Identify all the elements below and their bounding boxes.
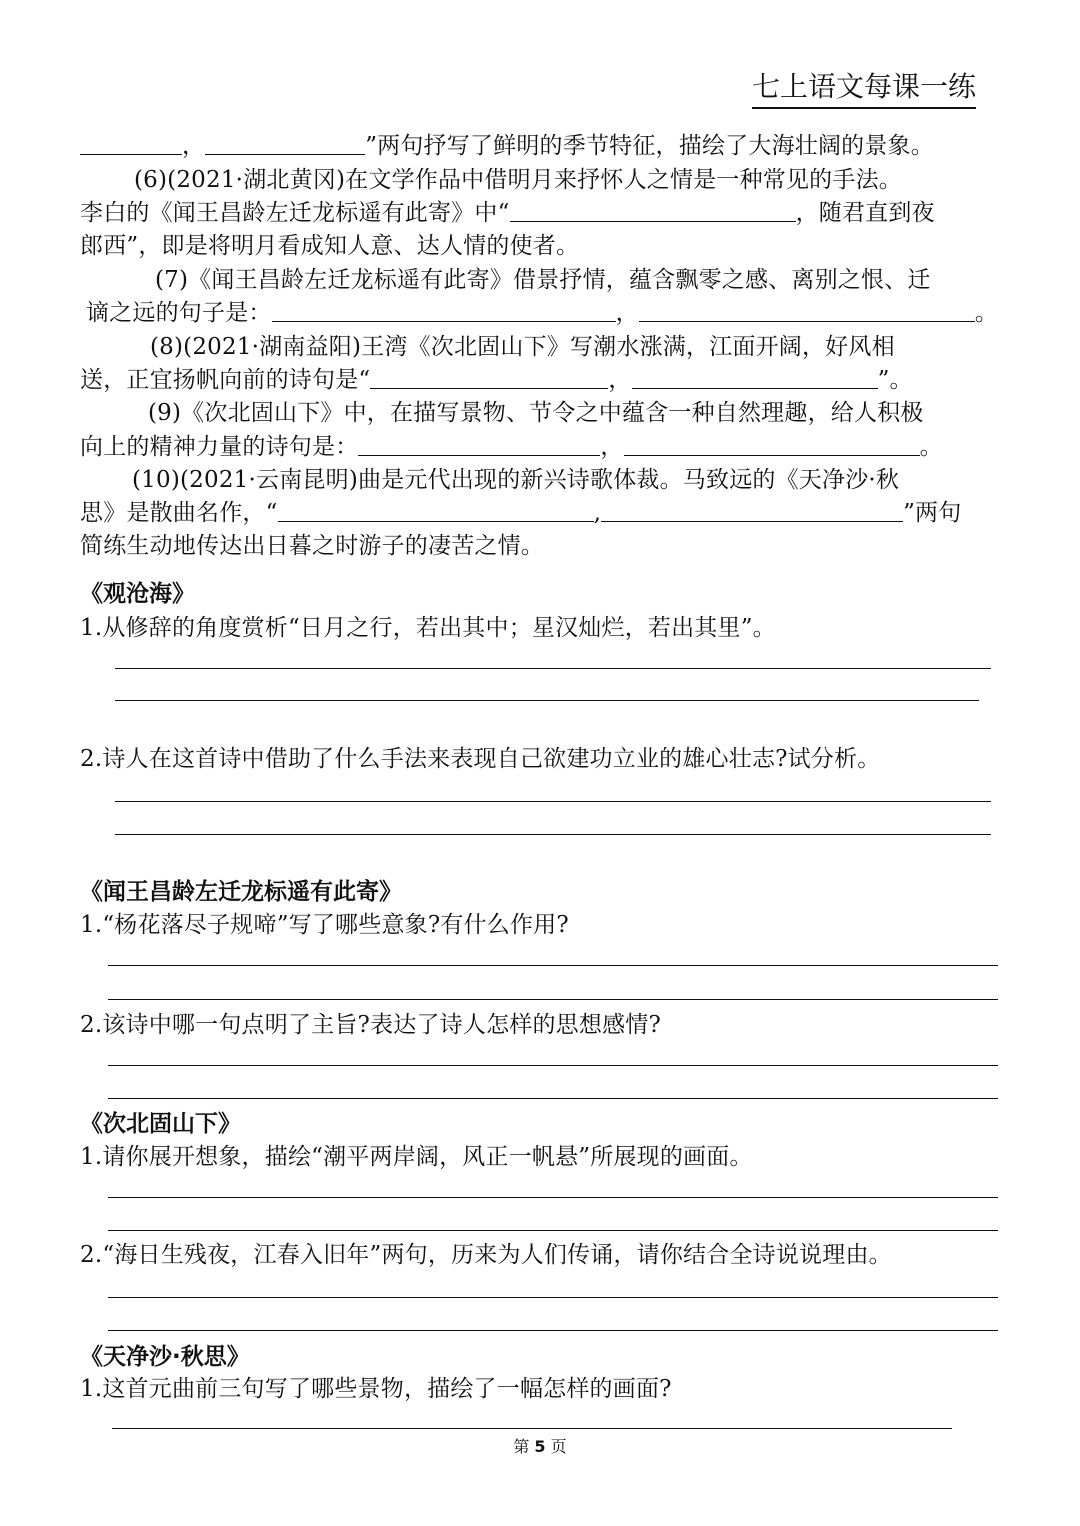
question-10-line-3: 简练生动地传达出日暮之时游子的凄苦之情。 — [80, 533, 544, 559]
page-header: 七上语文每课一练 — [752, 70, 976, 109]
section-title-wen-wang-changling: 《闻王昌龄左迁龙标遥有此寄》 — [80, 879, 402, 905]
answer-blank[interactable] — [624, 433, 920, 456]
answer-blank[interactable] — [370, 366, 608, 389]
answer-blank[interactable] — [632, 366, 878, 389]
question-6-line-2: 李白的《闻王昌龄左迁龙标遥有此寄》中“ ，随君直到夜 — [80, 200, 935, 226]
answer-line[interactable] — [108, 1197, 998, 1198]
question-6-line-3: 郎西”，即是将明月看成知人意、达人情的使者。 — [80, 233, 580, 259]
answer-line[interactable] — [108, 1065, 998, 1066]
section-3-question-2: 2.“海日生残夜，江春入旧年”两句，历来为人们传诵，请你结合全诗说说理由。 — [80, 1242, 892, 1268]
answer-line[interactable] — [108, 965, 998, 966]
section-2-question-2: 2.该诗中哪一句点明了主旨?表达了诗人怎样的思想感情? — [80, 1012, 662, 1038]
question-9-line-2: 向上的精神力量的诗句是： ， 。 — [80, 434, 943, 460]
answer-blank[interactable] — [205, 132, 365, 155]
question-10-line-1: (10)(2021·云南昆明)曲是元代出现的新兴诗歌体裁。马致远的《天净沙·秋 — [132, 467, 900, 493]
section-title-ci-bei-gu-shan-xia: 《次北固山下》 — [80, 1111, 241, 1137]
section-title-guan-cang-hai: 《观沧海》 — [80, 581, 195, 607]
answer-line[interactable] — [108, 999, 998, 1000]
answer-line[interactable] — [115, 834, 991, 835]
answer-blank[interactable] — [639, 299, 975, 322]
answer-line[interactable] — [108, 1297, 998, 1298]
section-1-question-1: 1.从修辞的角度赏析“日月之行，若出其中；星汉灿烂，若出其里”。 — [80, 615, 776, 641]
question-8-line-2: 送，正宜扬帆向前的诗句是“ ， ”。 — [80, 367, 913, 393]
answer-line[interactable] — [108, 1098, 998, 1099]
fill-text: ”两句抒写了鲜明的季节特征，描绘了大海壮阔的景象。 — [365, 133, 934, 159]
section-3-question-1: 1.请你展开想象，描绘“潮平两岸阔，风正一帆悬”所展现的画面。 — [80, 1144, 753, 1170]
question-9-line-1: (9)《次北固山下》中，在描写景物、节令之中蕴含一种自然理趣，给人积极 — [148, 400, 924, 426]
question-8-line-1: (8)(2021·湖南益阳)王湾《次北固山下》写潮水涨满，江面开阔，好风相 — [150, 334, 895, 360]
answer-line[interactable] — [108, 1230, 998, 1231]
section-2-question-1: 1.“杨花落尽子规啼”写了哪些意象?有什么作用? — [80, 912, 569, 938]
fill-line-1: ， ”两句抒写了鲜明的季节特征，描绘了大海壮阔的景象。 — [80, 131, 934, 161]
answer-line[interactable] — [115, 700, 979, 701]
section-title-tian-jing-sha: 《天净沙·秋思》 — [80, 1344, 250, 1370]
answer-line[interactable] — [108, 1330, 998, 1331]
question-7-line-1: (7)《闻王昌龄左迁龙标遥有此寄》借景抒情，蕴含飘零之感、离别之恨、迁 — [155, 267, 931, 293]
answer-line[interactable] — [112, 1428, 952, 1429]
answer-blank[interactable] — [278, 499, 594, 522]
section-4-question-1: 1.这首元曲前三句写了哪些景物，描绘了一幅怎样的画面? — [80, 1376, 672, 1402]
answer-blank[interactable] — [510, 199, 796, 222]
section-1-question-2: 2.诗人在这首诗中借助了什么手法来表现自己欲建功立业的雄心壮志?试分析。 — [80, 746, 881, 772]
answer-line[interactable] — [115, 801, 991, 802]
answer-blank[interactable] — [272, 299, 616, 322]
question-10-line-2: 思》是散曲名作，“ , ”两句 — [80, 500, 962, 526]
answer-blank[interactable] — [601, 499, 903, 522]
answer-line[interactable] — [115, 668, 991, 669]
page-number: 第 5 页 — [513, 1437, 567, 1456]
question-6-line-1: (6)(2021·湖北黄冈)在文学作品中借明月来抒怀人之情是一种常见的手法。 — [134, 167, 902, 193]
question-7-line-2: 谪之远的句子是： ， 。 — [86, 300, 999, 326]
answer-blank[interactable] — [358, 433, 600, 456]
answer-blank[interactable] — [80, 132, 182, 155]
